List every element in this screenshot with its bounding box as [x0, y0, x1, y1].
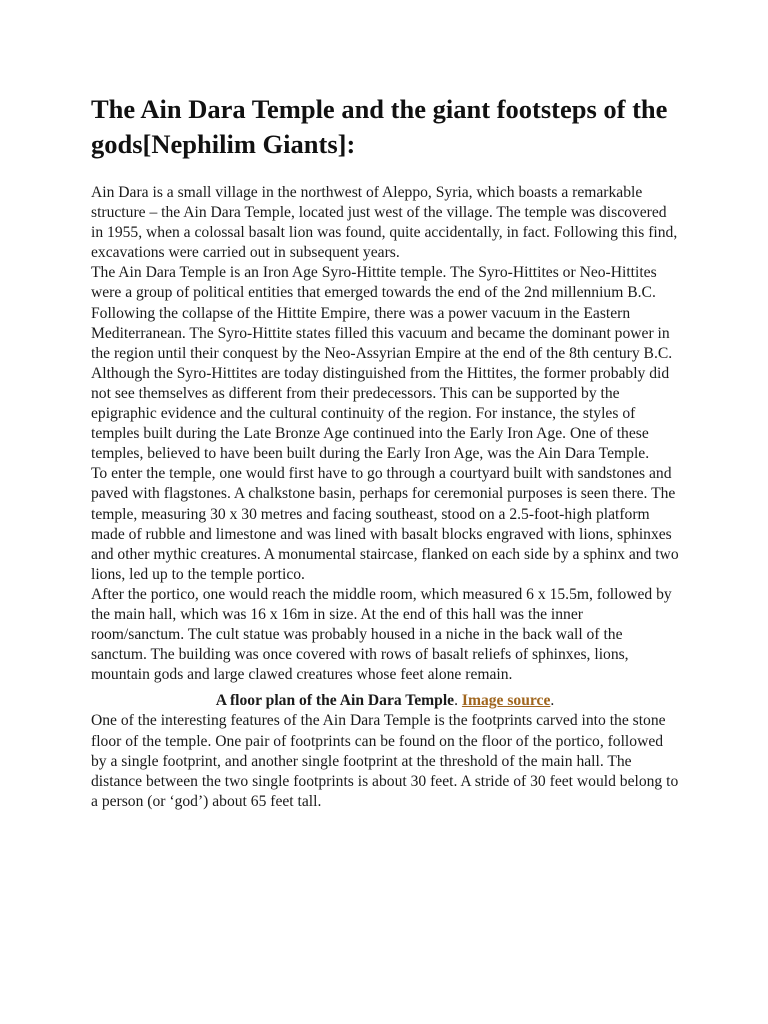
- paragraph-syro-hittite: The Ain Dara Temple is an Iron Age Syro-Hittite temple. The Syro-Hittites or Neo-Hittites were a group of political entities that emerged towards the end of the 2nd millennium B.C. Following the collapse of the Hittite Empire, there was a power vacuum in the Eastern Mediterranean. The Syro-Hittite states filled this vacuum and became the dominant power in the region until their conquest by the Neo-Assyrian Empire at the end of the 8th century B.C.: [91, 264, 673, 362]
- paragraph-entrance: To enter the temple, one would first have to go through a courtyard built with sandstones and paved with flagstones. A chalkstone basin, perhaps for ceremonial purposes is seen there. The temple, measuring 30 x 30 metres and facing southeast, stood on a 2.5-foot-high platform made of rubble and limestone and was lined with basalt blocks engraved with lions, sphinxes and other mythic creatures. A monumental staircase, flanked on each side by a sphinx and two lions, led up to the temple portico.: [91, 465, 679, 583]
- article-body: [91, 183, 679, 812]
- paragraph-rooms: After the portico, one would reach the middle room, which measured 6 x 15.5m, followed by the main hall, which was 16 x 16m in size. At the end of this hall was the inner room/sanctum. The cult statue was probably housed in a niche in the back wall of the sanctum. The building was once covered with rows of basalt reliefs of sphinxes, lions, mountain gods and large clawed creatures whose feet alone remain.: [91, 585, 672, 684]
- image-source-link[interactable]: Image source: [461, 692, 551, 710]
- paragraph-distinction: Although the Syro-Hittites are today distinguished from the Hittites, the former probably did not see themselves as different from their predecessors. This can be supported by the epigraphic evidence and the cultural continuity of the region. For instance, the styles of temples built during the Late Bronze Age continued into the Early Iron Age. One of these temples, believed to have been built during the Early Iron Age, was the Ain Dara Temple.: [91, 364, 670, 463]
- paragraph-footprints: One of the interesting features of the Ain Dara Temple is the footprints carved into the stone floor of the temple. One pair of footprints can be found on the floor of the portico, followed by a single footprint, and another single footprint at the threshold of the main hall. The distance between the two single footprints is about 30 feet. A stride of 30 feet would belong to a person (or ‘god’) about 65 feet tall.: [91, 712, 679, 810]
- page-title: The Ain Dara Temple and the giant footsteps of the gods[Nephilim Giants]:: [91, 94, 668, 159]
- caption-separator: .: [454, 692, 462, 710]
- figure-caption: [91, 691, 679, 711]
- caption-label: A floor plan of the Ain Dara Temple: [215, 692, 455, 710]
- article-body-continued: [91, 711, 679, 811]
- caption-end: .: [550, 692, 555, 710]
- paragraph-intro: Ain Dara is a small village in the northwest of Aleppo, Syria, which boasts a remarkable structure – the Ain Dara Temple, located just west of the village. The temple was discovered in 1955, when a colossal basalt lion was found, quite accidentally, in fact. Following this find, excavations were carried out in subsequent years.: [91, 184, 678, 262]
- document-page: [91, 92, 679, 812]
